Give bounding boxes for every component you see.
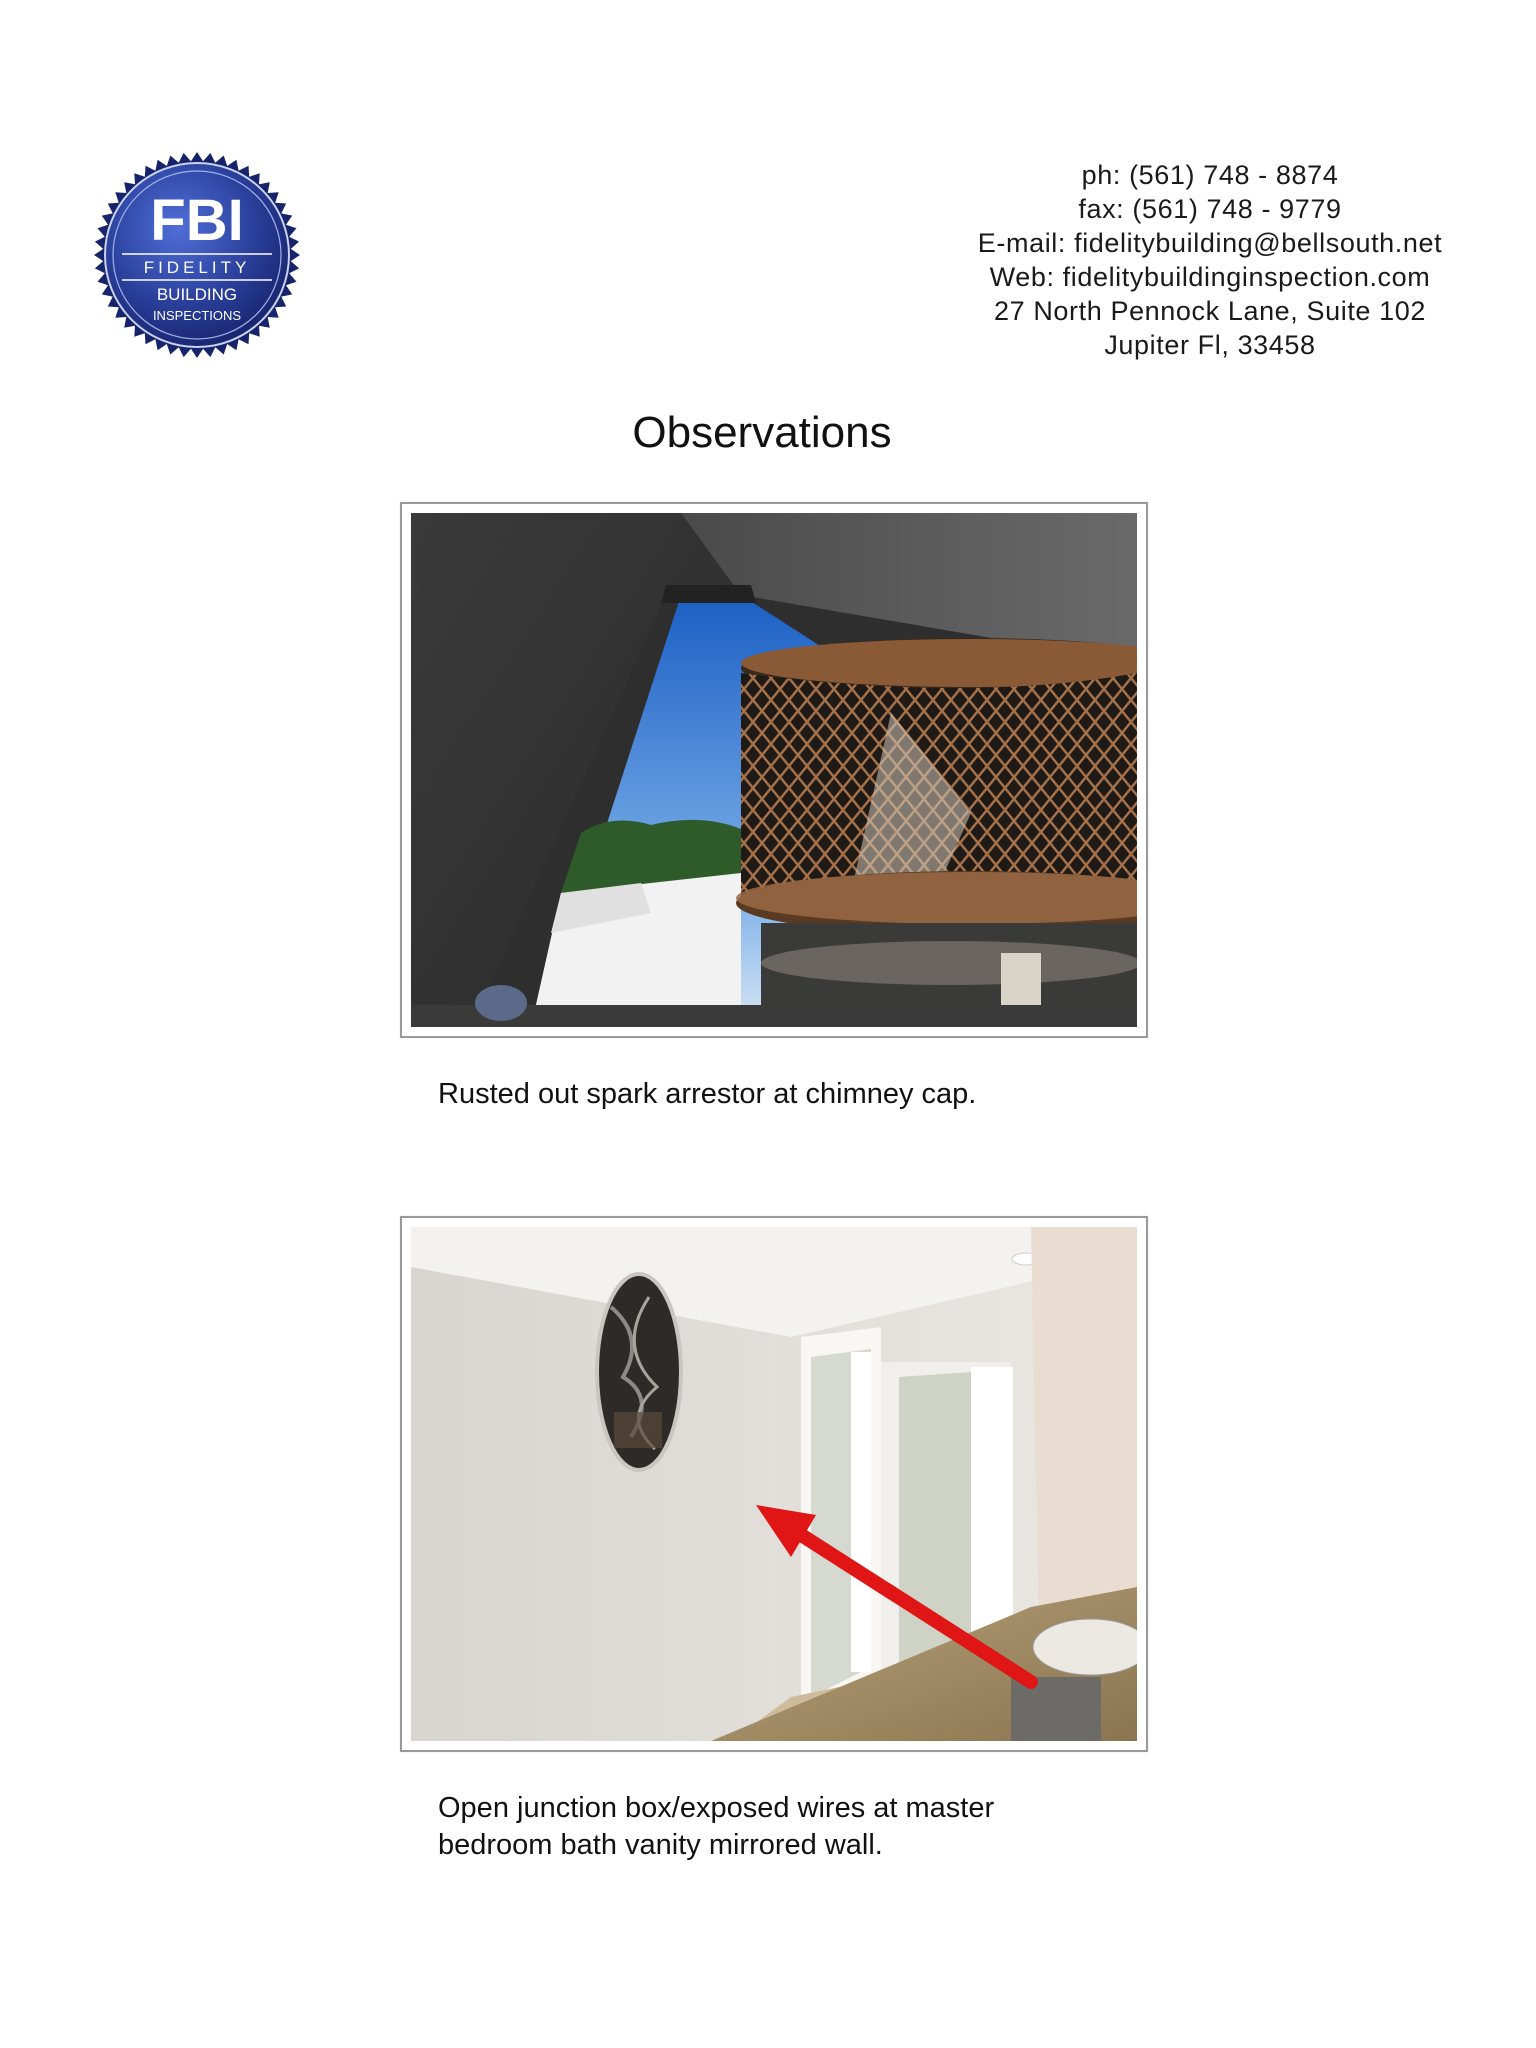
website: Web: fidelitybuildinginspection.com (989, 262, 1431, 292)
email-address: E-mail: fidelitybuilding@bellsouth.net (977, 228, 1443, 258)
address-line-1: 27 North Pennock Lane, Suite 102 (994, 296, 1426, 326)
observation-caption-1: Rusted out spark arrestor at chimney cap. (438, 1078, 977, 1110)
logo-mark: FBI (150, 188, 244, 253)
chimney-cap-photo (411, 513, 1137, 1027)
fax-number: fax: (561) 748 - 9779 (1078, 194, 1342, 224)
photo-frame-1 (400, 502, 1148, 1038)
company-logo-seal (92, 150, 302, 360)
address-line-2: Jupiter Fl, 33458 (1104, 330, 1316, 360)
observation-caption-2-line-1: Open junction box/exposed wires at master (438, 1792, 995, 1824)
logo-line-fidelity: FIDELITY (143, 258, 251, 277)
logo-line-inspections: INSPECTIONS (152, 308, 242, 323)
page-title: Observations (632, 408, 892, 457)
phone-number: ph: (561) 748 - 8874 (1081, 160, 1339, 190)
observation-caption-2 (438, 1790, 1138, 1864)
logo-line-building: BUILDING (156, 285, 238, 304)
contact-block (930, 158, 1490, 362)
photo-frame-2 (400, 1216, 1148, 1752)
observation-caption-2-line-2: bedroom bath vanity mirrored wall. (438, 1829, 883, 1861)
junction-box-photo (411, 1227, 1137, 1741)
